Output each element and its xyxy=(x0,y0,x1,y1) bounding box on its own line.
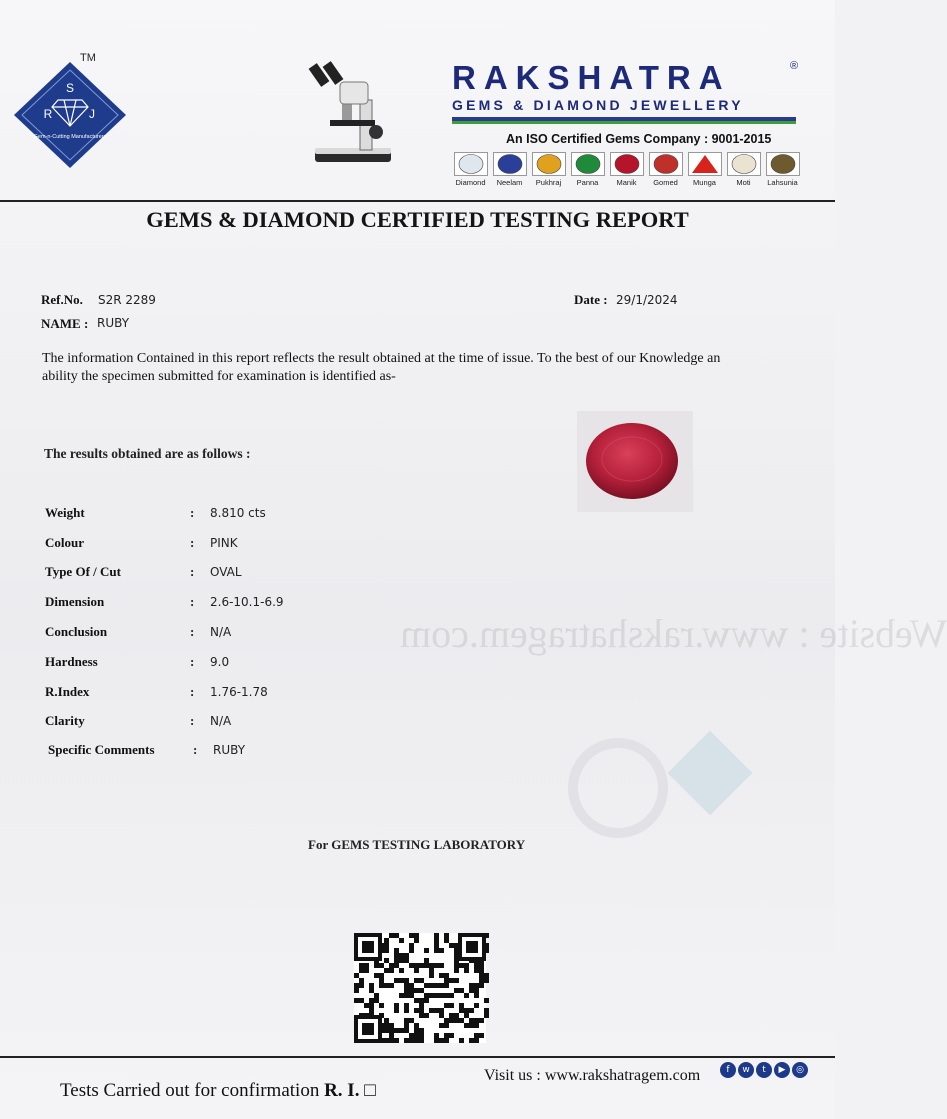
gem-swatch-icon xyxy=(766,152,800,176)
name-label: NAME : xyxy=(41,316,89,331)
result-value: PINK xyxy=(210,536,238,550)
results-heading: The results obtained are as follows : xyxy=(44,446,251,461)
ref-value: S2R 2289 xyxy=(98,293,156,307)
result-colon: : xyxy=(190,505,195,520)
result-colon: : xyxy=(190,535,195,550)
brand-block xyxy=(452,60,802,124)
result-colon: : xyxy=(193,742,198,757)
gem-name: Neelam xyxy=(496,178,523,187)
trademark-mark: TM xyxy=(80,52,96,64)
gem-swatch-icon xyxy=(454,152,488,176)
gem-name: Manik xyxy=(616,178,637,187)
gem-name: Lahsunia xyxy=(767,178,798,187)
logo-caption: Gem-n-Cutting Manufacturers xyxy=(33,134,107,140)
result-label: Clarity xyxy=(45,713,85,728)
logo-letter-j: J xyxy=(89,107,95,121)
twitter-icon[interactable]: t xyxy=(756,1062,772,1078)
result-value: 9.0 xyxy=(210,655,230,669)
social-icons xyxy=(720,1062,808,1078)
gem-swatch-icon xyxy=(727,152,761,176)
result-value: OVAL xyxy=(210,565,242,579)
footer-confirmation xyxy=(60,1080,376,1102)
confirmation-text: Tests Carried out for confirmation xyxy=(60,1080,320,1101)
report-title: GEMS & DIAMOND CERTIFIED TESTING REPORT xyxy=(146,207,689,232)
gem-name: Panna xyxy=(576,178,599,187)
gem-name: Munga xyxy=(693,178,716,187)
gem-swatch-icon xyxy=(532,152,566,176)
seal-watermark xyxy=(568,738,668,838)
footer-website[interactable]: Visit us : www.rakshatragem.com xyxy=(484,1067,701,1084)
result-colon: : xyxy=(190,684,195,699)
result-label: R.Index xyxy=(45,684,90,699)
diamond-watermark xyxy=(668,731,753,816)
gem-item xyxy=(608,152,645,187)
gem-strip xyxy=(452,152,801,187)
gem-item xyxy=(569,152,606,187)
result-label: Colour xyxy=(45,535,84,550)
gem-item xyxy=(530,152,567,187)
logo-letter-r: R xyxy=(43,107,53,121)
name-value: RUBY xyxy=(97,316,130,330)
result-colon: : xyxy=(190,713,195,728)
result-colon: : xyxy=(190,654,195,669)
gem-item xyxy=(491,152,528,187)
confirmation-checkbox: □ xyxy=(364,1080,376,1101)
result-label: Specific Comments xyxy=(48,742,155,757)
result-label: Dimension xyxy=(45,594,105,609)
logo-letter-s: S xyxy=(65,81,75,95)
gem-name: Moti xyxy=(736,178,751,187)
facebook-icon[interactable]: f xyxy=(720,1062,736,1078)
gem-swatch-icon xyxy=(571,152,605,176)
lab-signature-line: For GEMS TESTING LABORATORY xyxy=(308,837,526,852)
gem-swatch-icon xyxy=(610,152,644,176)
instagram-icon[interactable]: ◎ xyxy=(792,1062,808,1078)
result-value: 8.810 cts xyxy=(210,506,266,520)
result-colon: : xyxy=(190,564,195,579)
result-label: Weight xyxy=(45,505,85,520)
footer-divider xyxy=(0,1056,835,1058)
gem-item xyxy=(686,152,723,187)
gem-swatch-icon xyxy=(493,152,527,176)
brand-title: RAKSHATRA xyxy=(452,59,731,96)
registered-mark: ® xyxy=(790,60,799,72)
gem-item xyxy=(764,152,801,187)
website-watermark: Website : www.rakshatragem.com xyxy=(400,611,947,656)
gem-swatch-icon xyxy=(688,152,722,176)
brand-subtitle: GEMS & DIAMOND JEWELLERY xyxy=(452,97,744,113)
gem-name: Pukhraj xyxy=(535,178,562,187)
result-value: RUBY xyxy=(213,743,246,757)
youtube-icon[interactable]: ▶ xyxy=(774,1062,790,1078)
gem-item xyxy=(647,152,684,187)
result-label: Hardness xyxy=(45,654,98,669)
ruby-photo xyxy=(577,411,693,512)
gem-item xyxy=(725,152,762,187)
whatsapp-icon[interactable]: w xyxy=(738,1062,754,1078)
intro-paragraph: The information Contained in this report reflects the result obtained at the time of issue. To the best of our Knowledge an ability the specimen submitted for examination is identified as- xyxy=(42,351,721,384)
gem-name: Gomed xyxy=(653,178,678,187)
result-value: 2.6-10.1-6.9 xyxy=(210,595,284,609)
qr-code[interactable] xyxy=(354,933,486,1043)
gem-item xyxy=(452,152,489,187)
result-colon: : xyxy=(190,624,195,639)
date-label: Date : xyxy=(574,292,608,307)
iso-certification: An ISO Certified Gems Company : 9001-2015 xyxy=(506,132,772,146)
ref-label: Ref.No. xyxy=(41,292,83,307)
result-value: 1.76-1.78 xyxy=(210,685,268,699)
srj-diamond-logo xyxy=(12,60,128,170)
result-colon: : xyxy=(190,594,195,609)
gem-name: Diamond xyxy=(455,178,486,187)
gem-swatch-icon xyxy=(649,152,683,176)
confirmation-ri: R. I. xyxy=(324,1080,360,1101)
date-value: 29/1/2024 xyxy=(616,293,678,307)
microscope-icon xyxy=(300,60,400,170)
result-label: Conclusion xyxy=(45,624,108,639)
brand-green-bar xyxy=(452,121,796,124)
header-divider xyxy=(0,200,835,202)
result-label: Type Of / Cut xyxy=(45,564,121,579)
result-value: N/A xyxy=(210,625,232,639)
result-value: N/A xyxy=(210,714,232,728)
